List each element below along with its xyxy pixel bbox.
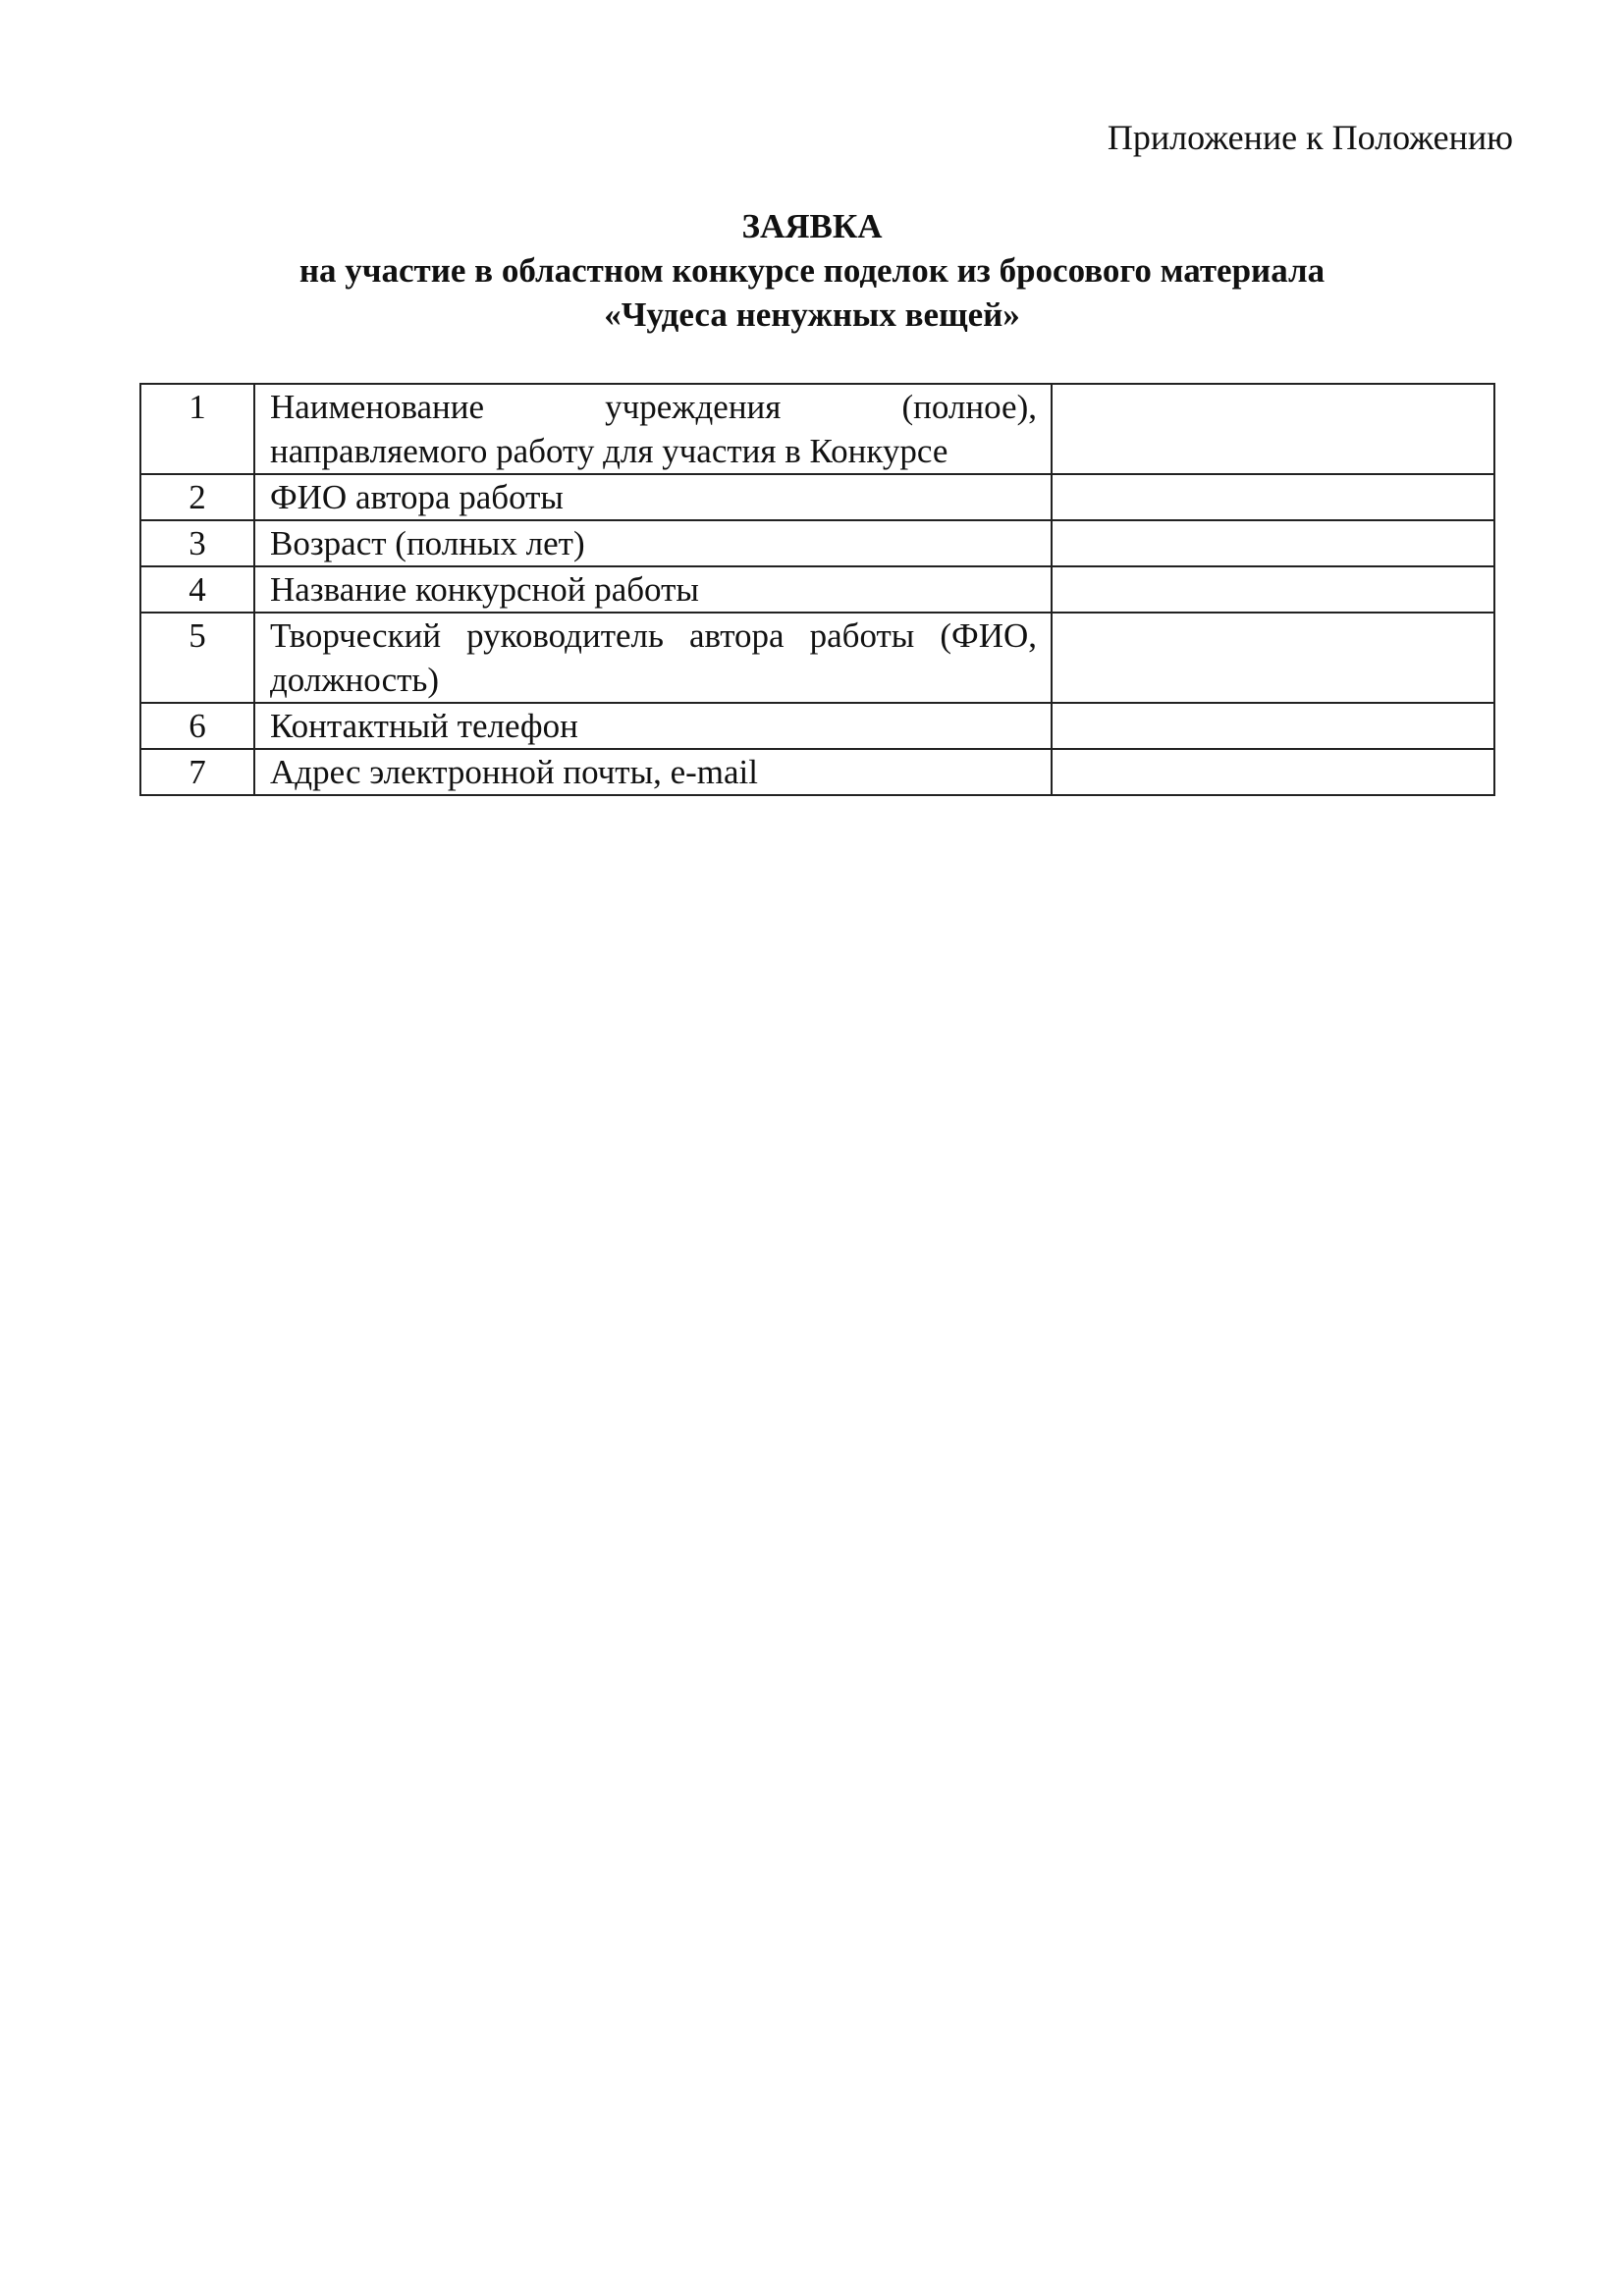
row-label: ФИО автора работы [254, 474, 1052, 520]
row-number: 1 [140, 384, 254, 474]
table-row [140, 703, 1494, 749]
title-heading: ЗАЯВКА [741, 207, 883, 245]
table-row [140, 474, 1494, 520]
row-value-field[interactable] [1052, 566, 1494, 613]
title-subtitle: на участие в областном конкурсе поделок из бросового материала [298, 251, 1326, 290]
row-number: 2 [140, 474, 254, 520]
row-number: 7 [140, 749, 254, 795]
row-label: Контактный телефон [254, 703, 1052, 749]
application-form-table [139, 383, 1495, 796]
title-contest-name: «Чудеса ненужных вещей» [604, 295, 1020, 334]
row-label: Наименование учреждения (полное), направляемого работу для участия в Конкурсе [254, 384, 1052, 474]
row-label: Название конкурсной работы [254, 566, 1052, 613]
row-label: Творческий руководитель автора работы (ФИО, должность) [254, 613, 1052, 703]
table-row [140, 613, 1494, 703]
table-row [140, 384, 1494, 474]
row-label: Адрес электронной почты, e-mail [254, 749, 1052, 795]
table-row [140, 566, 1494, 613]
row-value-field[interactable] [1052, 384, 1494, 474]
row-value-field[interactable] [1052, 474, 1494, 520]
row-number: 5 [140, 613, 254, 703]
appendix-note: Приложение к Положению [1107, 118, 1513, 157]
row-value-field[interactable] [1052, 520, 1494, 566]
row-number: 4 [140, 566, 254, 613]
row-number: 6 [140, 703, 254, 749]
row-number: 3 [140, 520, 254, 566]
application-title [0, 204, 1624, 337]
row-label: Возраст (полных лет) [254, 520, 1052, 566]
table-row [140, 749, 1494, 795]
row-value-field[interactable] [1052, 703, 1494, 749]
row-value-field[interactable] [1052, 749, 1494, 795]
row-value-field[interactable] [1052, 613, 1494, 703]
table-row [140, 520, 1494, 566]
